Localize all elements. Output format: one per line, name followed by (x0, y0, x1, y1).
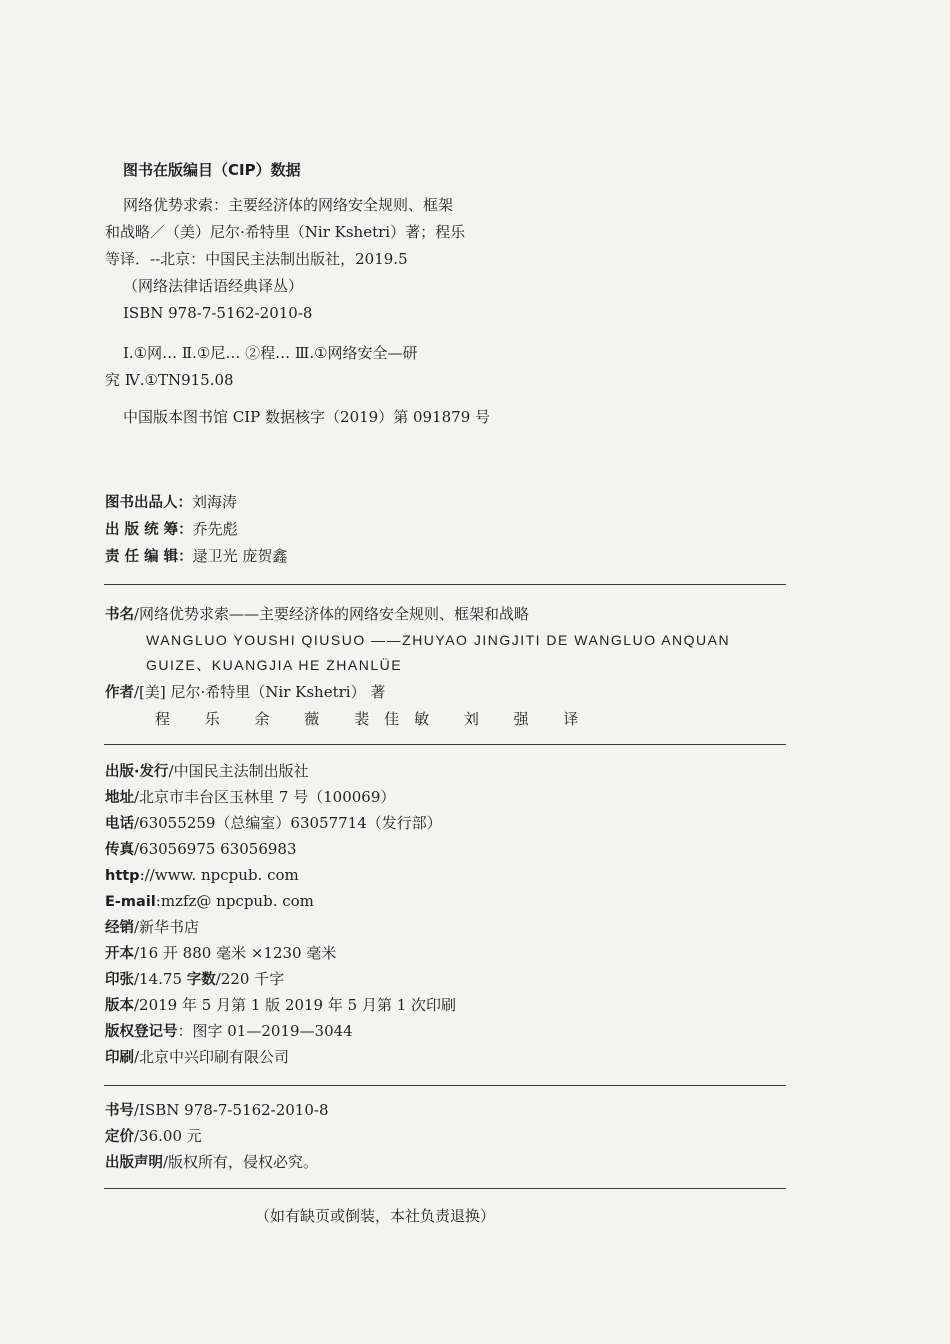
pub-label: 版本 (105, 998, 134, 1014)
book-title-value: /网络优势求索——主要经济体的网络安全规则、框架和战略 (134, 605, 530, 623)
staff-label: 责 任 编 辑： (105, 549, 193, 565)
pub-label: 传真 (105, 842, 134, 858)
pub-row-website (105, 864, 299, 887)
pub-row-sheets (105, 968, 284, 991)
book-title-label: 书名 (105, 607, 134, 623)
pub-row-fax (105, 838, 297, 861)
pub-label: 开本 (105, 946, 134, 962)
pub-value: /63055259（总编室）63057714（发行部） (134, 814, 442, 832)
staff-row-editor (105, 545, 287, 568)
cip-line-3: 等译．--北京：中国民主法制出版社，2019.5 (105, 250, 408, 268)
pub-row-edition (105, 994, 456, 1017)
pricing-label: 出版声明 (105, 1155, 163, 1171)
pub-value: /2019 年 5 月第 1 版 2019 年 5 月第 1 次印刷 (134, 996, 457, 1014)
staff-row-publisher (105, 491, 237, 514)
cip-line-6: Ⅰ.①网… Ⅱ.①尼… ②程… Ⅲ.①网络安全—研 (123, 344, 418, 362)
divider (104, 744, 786, 745)
book-title-pinyin-2: GUIZE、KUANGJIA HE ZHANLÜE (146, 657, 403, 673)
pub-value: /北京中兴印刷有限公司 (134, 1048, 290, 1066)
pub-label: 印张 (105, 972, 134, 988)
pub-row-printer (105, 1046, 289, 1069)
pricing-row-isbn (105, 1099, 329, 1122)
cip-line-2: 和战略／（美）尼尔·希特里（Nir Kshetri）著；程乐 (105, 223, 466, 241)
author-label: 作者 (105, 685, 134, 701)
pricing-value: /36.00 元 (134, 1127, 202, 1145)
pub-row-copyright-reg (105, 1020, 353, 1043)
pricing-row-price (105, 1125, 202, 1148)
pub-value: /北京市丰台区玉林里 7 号（100069） (134, 788, 396, 806)
pub-label: http (105, 868, 140, 884)
pub-value: /63056975 63056983 (134, 840, 297, 858)
footer-note: （如有缺页或倒装，本社负责退换） (255, 1207, 496, 1225)
pub-value: ：图字 01—2019—3044 (177, 1022, 353, 1040)
cip-line-4: （网络法律话语经典译丛） (123, 277, 304, 295)
translators: 程 乐 余 薇 裴佳敏 刘 强 译 (155, 710, 594, 728)
pub-label: 印刷 (105, 1050, 134, 1066)
pub-row-address (105, 786, 395, 809)
pub-label: 地址 (105, 790, 134, 806)
pub-label: 版权登记号 (105, 1024, 178, 1040)
pub-row-distributor (105, 916, 199, 939)
pub-value: /新华书店 (134, 918, 200, 936)
pricing-value: /版权所有，侵权必究。 (163, 1153, 319, 1171)
book-title-pinyin-1: WANGLUO YOUSHI QIUSUO ——ZHUYAO JINGJITI DE WANGLUO ANQUAN (146, 632, 731, 648)
author-row (105, 681, 385, 704)
pub-value: /16 开 880 毫米 ×1230 毫米 (134, 944, 337, 962)
pub-label: 字数 (186, 972, 216, 988)
author-value: /[美] 尼尔·希特里（Nir Kshetri） 著 (134, 683, 386, 701)
cip-line-7: 究 Ⅳ.①TN915.08 (105, 371, 234, 389)
cip-line-5: ISBN 978-7-5162-2010-8 (123, 304, 313, 322)
pricing-label: 定价 (105, 1129, 134, 1145)
cip-line-1: 网络优势求索：主要经济体的网络安全规则、框架 (123, 196, 454, 214)
divider (104, 1085, 786, 1086)
staff-value: 刘海涛 (192, 493, 238, 511)
pub-row-email (105, 890, 314, 913)
staff-value: 乔先彪 (192, 520, 238, 538)
pub-label: E-mail (105, 894, 156, 910)
staff-value: 逯卫光 庞贺鑫 (192, 547, 288, 565)
pub-value: :mzfz@ npcpub. com (155, 892, 314, 910)
pub-label: 经销 (105, 920, 134, 936)
pricing-row-statement (105, 1151, 318, 1174)
pub-label: 电话 (105, 816, 134, 832)
book-title-row (105, 603, 529, 626)
pub-value: /中国民主法制出版社 (168, 762, 309, 780)
staff-label: 出 版 统 筹： (105, 522, 193, 538)
pub-row-format (105, 942, 336, 965)
staff-row-coordinator (105, 518, 238, 541)
pub-value: /220 千字 (215, 970, 285, 988)
divider (104, 584, 786, 585)
pub-value: /14.75 (134, 970, 187, 988)
pub-value: ://www. npcpub. com (139, 866, 299, 884)
pub-row-phone (105, 812, 442, 835)
cip-line-8: 中国版本图书馆 CIP 数据核字（2019）第 091879 号 (123, 408, 491, 426)
pub-row-publisher (105, 760, 309, 783)
pricing-label: 书号 (105, 1103, 134, 1119)
divider (104, 1188, 786, 1189)
pricing-value: /ISBN 978-7-5162-2010-8 (134, 1101, 329, 1119)
staff-label: 图书出品人： (105, 495, 192, 511)
pub-label: 出版·发行 (105, 764, 169, 780)
cip-title: 图书在版编目（CIP）数据 (123, 161, 301, 179)
